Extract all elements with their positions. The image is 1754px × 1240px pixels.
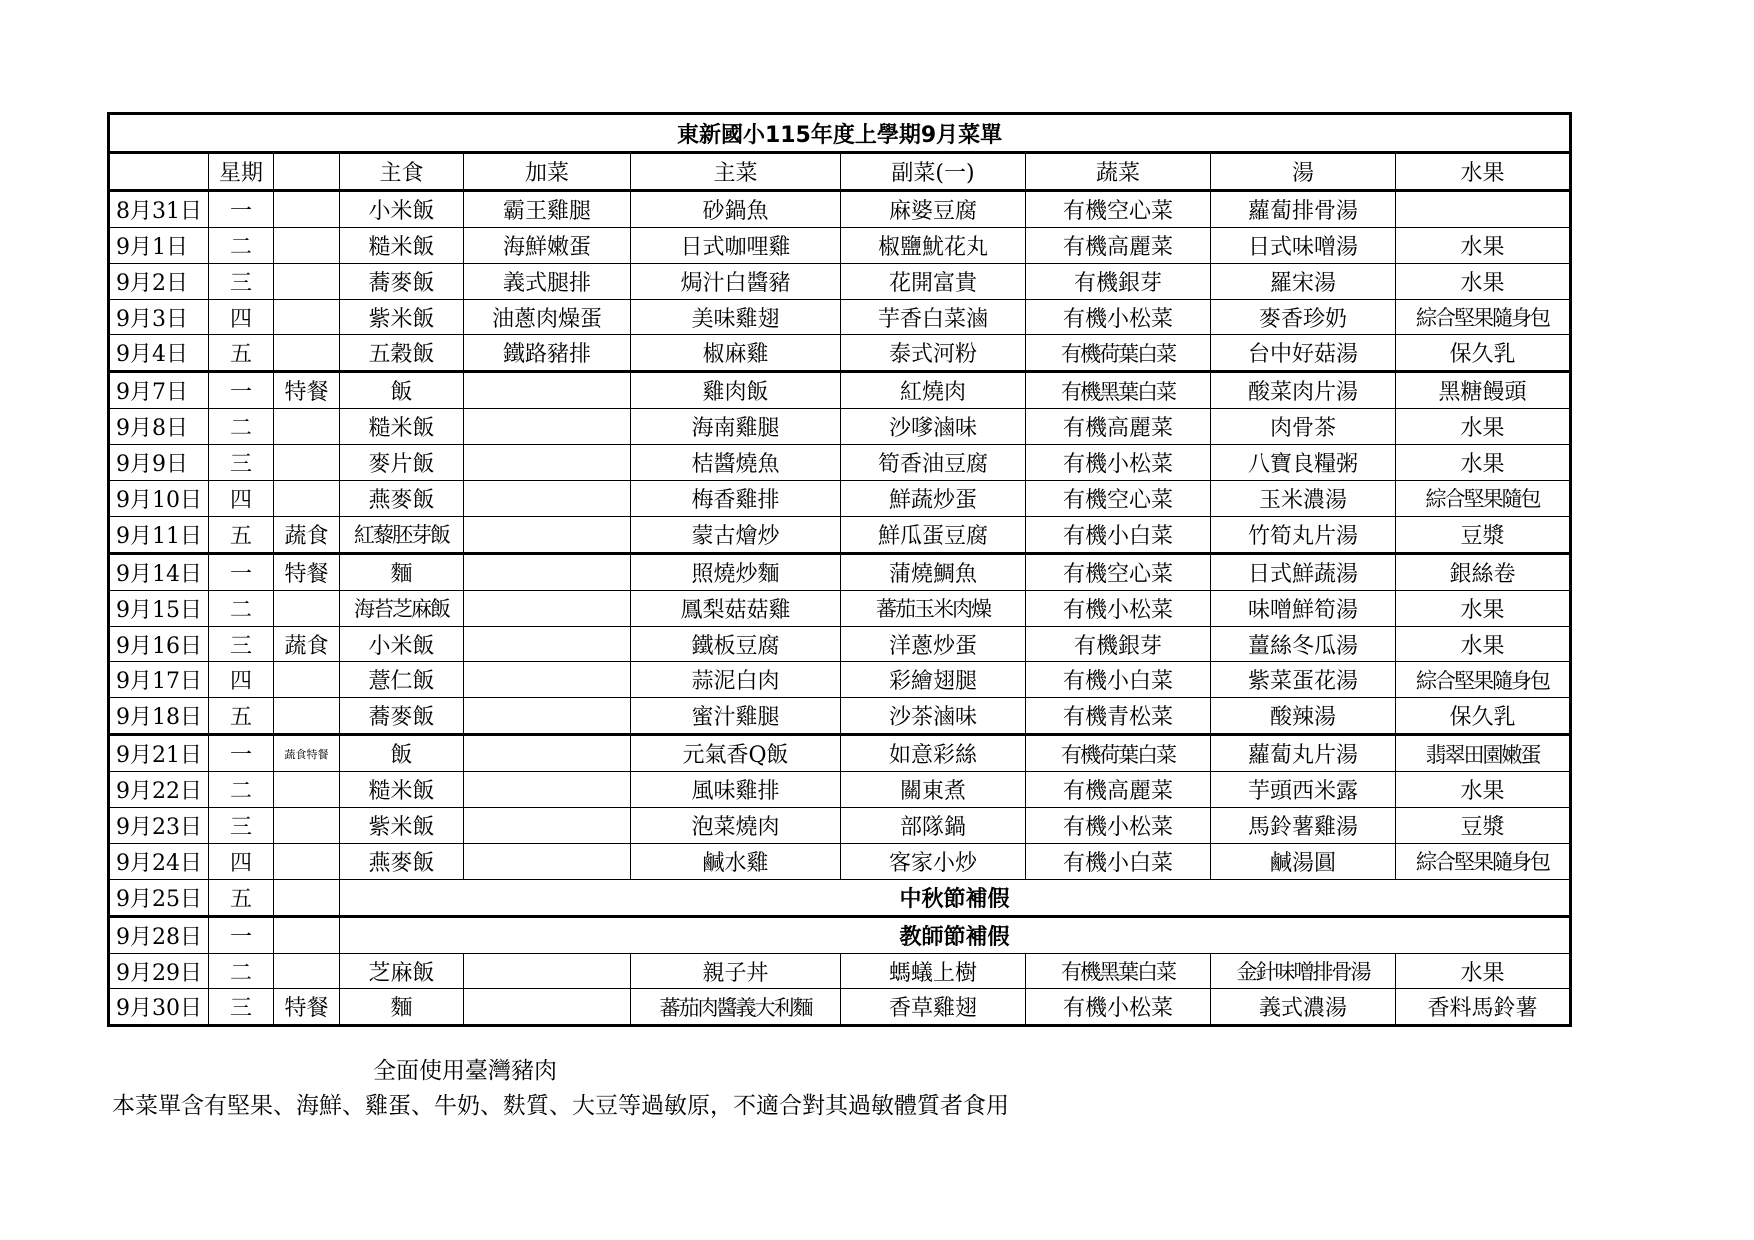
special-cell — [274, 590, 340, 626]
weekday-cell: 四 — [209, 299, 274, 335]
soup-cell: 台中好菇湯 — [1211, 335, 1396, 372]
vegetable-cell: 有機小白菜 — [1026, 843, 1211, 879]
date-cell: 9月8日 — [109, 409, 209, 445]
menu-body — [109, 190, 1571, 1025]
soup-cell: 羅宋湯 — [1211, 263, 1396, 299]
weekday-cell: 四 — [209, 481, 274, 517]
vegetable-cell: 有機青松菜 — [1026, 698, 1211, 735]
allergen-note: 本菜單含有堅果、海鮮、雞蛋、牛奶、麩質、大豆等過敏原，不適合對其過敏體質者食用 — [112, 1093, 1009, 1119]
table-row — [109, 263, 1571, 299]
side-dish-cell: 紅燒肉 — [841, 372, 1026, 409]
vegetable-cell: 有機銀芽 — [1026, 263, 1211, 299]
weekday-cell: 二 — [209, 227, 274, 263]
table-row — [109, 299, 1571, 335]
special-cell — [274, 916, 340, 953]
soup-cell: 肉骨茶 — [1211, 409, 1396, 445]
header-staple: 主食 — [340, 153, 464, 191]
staple-cell: 糙米飯 — [340, 227, 464, 263]
vegetable-cell: 有機空心菜 — [1026, 190, 1211, 227]
special-cell — [274, 263, 340, 299]
soup-cell: 紫菜蛋花湯 — [1211, 662, 1396, 698]
weekday-cell: 二 — [209, 953, 274, 989]
table-row — [109, 481, 1571, 517]
extra-dish-cell — [464, 626, 631, 662]
main-dish-cell: 海南雞腿 — [631, 409, 841, 445]
header-special — [274, 153, 340, 191]
main-dish-cell: 蒜泥白肉 — [631, 662, 841, 698]
soup-cell: 竹筍丸片湯 — [1211, 516, 1396, 553]
special-cell — [274, 481, 340, 517]
weekday-cell: 三 — [209, 808, 274, 844]
table-row — [109, 516, 1571, 553]
extra-dish-cell — [464, 553, 631, 590]
side-dish-cell: 芋香白菜滷 — [841, 299, 1026, 335]
extra-dish-cell — [464, 409, 631, 445]
header-row — [109, 153, 1571, 191]
staple-cell: 糙米飯 — [340, 409, 464, 445]
fruit-cell: 綜合堅果隨身包 — [1396, 662, 1571, 698]
side-dish-cell: 鮮蔬炒蛋 — [841, 481, 1026, 517]
special-cell: 蔬食 — [274, 626, 340, 662]
soup-cell: 麥香珍奶 — [1211, 299, 1396, 335]
weekday-cell: 二 — [209, 772, 274, 808]
vegetable-cell: 有機荷葉白菜 — [1026, 335, 1211, 372]
date-cell: 8月31日 — [109, 190, 209, 227]
main-dish-cell: 泡菜燒肉 — [631, 808, 841, 844]
table-row — [109, 879, 1571, 916]
fruit-cell: 豆漿 — [1396, 808, 1571, 844]
special-cell — [274, 879, 340, 916]
date-cell: 9月14日 — [109, 553, 209, 590]
main-dish-cell: 風味雞排 — [631, 772, 841, 808]
weekday-cell: 四 — [209, 843, 274, 879]
soup-cell: 鹹湯圓 — [1211, 843, 1396, 879]
main-dish-cell: 砂鍋魚 — [631, 190, 841, 227]
special-cell — [274, 772, 340, 808]
vegetable-cell: 有機小松菜 — [1026, 445, 1211, 481]
soup-cell: 日式味噌湯 — [1211, 227, 1396, 263]
side-dish-cell: 麻婆豆腐 — [841, 190, 1026, 227]
extra-dish-cell — [464, 662, 631, 698]
table-row — [109, 989, 1571, 1026]
vegetable-cell: 有機小松菜 — [1026, 808, 1211, 844]
fruit-cell: 綜合堅果隨包 — [1396, 481, 1571, 517]
extra-dish-cell: 霸王雞腿 — [464, 190, 631, 227]
date-cell: 9月22日 — [109, 772, 209, 808]
special-cell — [274, 445, 340, 481]
extra-dish-cell — [464, 808, 631, 844]
fruit-cell: 翡翠田園嫩蛋 — [1396, 735, 1571, 772]
fruit-cell: 保久乳 — [1396, 335, 1571, 372]
table-row — [109, 953, 1571, 989]
soup-cell: 馬鈴薯雞湯 — [1211, 808, 1396, 844]
table-row — [109, 335, 1571, 372]
weekday-cell: 二 — [209, 409, 274, 445]
fruit-cell: 香料馬鈴薯 — [1396, 989, 1571, 1026]
date-cell: 9月3日 — [109, 299, 209, 335]
weekday-cell: 五 — [209, 516, 274, 553]
extra-dish-cell: 海鮮嫩蛋 — [464, 227, 631, 263]
fruit-cell: 保久乳 — [1396, 698, 1571, 735]
main-dish-cell: 雞肉飯 — [631, 372, 841, 409]
weekday-cell: 三 — [209, 445, 274, 481]
soup-cell: 蘿蔔丸片湯 — [1211, 735, 1396, 772]
table-row — [109, 916, 1571, 953]
extra-dish-cell: 油蔥肉燥蛋 — [464, 299, 631, 335]
soup-cell: 薑絲冬瓜湯 — [1211, 626, 1396, 662]
date-cell: 9月16日 — [109, 626, 209, 662]
table-row — [109, 626, 1571, 662]
staple-cell: 海苔芝麻飯 — [340, 590, 464, 626]
fruit-cell: 水果 — [1396, 445, 1571, 481]
header-date — [109, 153, 209, 191]
special-cell — [274, 808, 340, 844]
extra-dish-cell: 義式腿排 — [464, 263, 631, 299]
side-dish-cell: 沙茶滷味 — [841, 698, 1026, 735]
weekday-cell: 一 — [209, 553, 274, 590]
weekday-cell: 五 — [209, 879, 274, 916]
main-dish-cell: 親子丼 — [631, 953, 841, 989]
special-cell — [274, 299, 340, 335]
date-cell: 9月23日 — [109, 808, 209, 844]
staple-cell: 紫米飯 — [340, 299, 464, 335]
vegetable-cell: 有機黑葉白菜 — [1026, 953, 1211, 989]
fruit-cell: 水果 — [1396, 409, 1571, 445]
staple-cell: 麵 — [340, 989, 464, 1026]
extra-dish-cell: 鐵路豬排 — [464, 335, 631, 372]
soup-cell: 蘿蔔排骨湯 — [1211, 190, 1396, 227]
extra-dish-cell — [464, 445, 631, 481]
vegetable-cell: 有機高麗菜 — [1026, 227, 1211, 263]
fruit-cell — [1396, 190, 1571, 227]
soup-cell: 酸菜肉片湯 — [1211, 372, 1396, 409]
date-cell: 9月21日 — [109, 735, 209, 772]
fruit-cell: 黑糖饅頭 — [1396, 372, 1571, 409]
date-cell: 9月28日 — [109, 916, 209, 953]
special-cell — [274, 409, 340, 445]
special-cell — [274, 698, 340, 735]
staple-cell: 小米飯 — [340, 626, 464, 662]
fruit-cell: 綜合堅果隨身包 — [1396, 843, 1571, 879]
date-cell: 9月30日 — [109, 989, 209, 1026]
extra-dish-cell — [464, 590, 631, 626]
fruit-cell: 綜合堅果隨身包 — [1396, 299, 1571, 335]
special-cell: 特餐 — [274, 553, 340, 590]
header-soup: 湯 — [1211, 153, 1396, 191]
soup-cell: 酸辣湯 — [1211, 698, 1396, 735]
fruit-cell: 水果 — [1396, 772, 1571, 808]
date-cell: 9月11日 — [109, 516, 209, 553]
soup-cell: 日式鮮蔬湯 — [1211, 553, 1396, 590]
main-dish-cell: 美味雞翅 — [631, 299, 841, 335]
staple-cell: 蕎麥飯 — [340, 263, 464, 299]
side-dish-cell: 部隊鍋 — [841, 808, 1026, 844]
staple-cell: 飯 — [340, 372, 464, 409]
special-cell: 特餐 — [274, 372, 340, 409]
header-main: 主菜 — [631, 153, 841, 191]
side-dish-cell: 香草雞翅 — [841, 989, 1026, 1026]
staple-cell: 燕麥飯 — [340, 481, 464, 517]
extra-dish-cell — [464, 698, 631, 735]
vegetable-cell: 有機黑葉白菜 — [1026, 372, 1211, 409]
holiday-note: 教師節補假 — [340, 916, 1571, 953]
weekday-cell: 一 — [209, 735, 274, 772]
weekday-cell: 三 — [209, 989, 274, 1026]
extra-dish-cell — [464, 953, 631, 989]
fruit-cell: 水果 — [1396, 227, 1571, 263]
staple-cell: 紅藜胚芽飯 — [340, 516, 464, 553]
fruit-cell: 水果 — [1396, 263, 1571, 299]
side-dish-cell: 螞蟻上樹 — [841, 953, 1026, 989]
date-cell: 9月25日 — [109, 879, 209, 916]
soup-cell: 味噌鮮筍湯 — [1211, 590, 1396, 626]
holiday-note: 中秋節補假 — [340, 879, 1571, 916]
side-dish-cell: 洋蔥炒蛋 — [841, 626, 1026, 662]
main-dish-cell: 元氣香Q飯 — [631, 735, 841, 772]
vegetable-cell: 有機小松菜 — [1026, 590, 1211, 626]
date-cell: 9月17日 — [109, 662, 209, 698]
pork-note: 全面使用臺灣豬肉 — [373, 1058, 557, 1084]
main-dish-cell: 日式咖哩雞 — [631, 227, 841, 263]
weekday-cell: 四 — [209, 662, 274, 698]
fruit-cell: 銀絲卷 — [1396, 553, 1571, 590]
table-row — [109, 772, 1571, 808]
date-cell: 9月24日 — [109, 843, 209, 879]
staple-cell: 麵 — [340, 553, 464, 590]
vegetable-cell: 有機空心菜 — [1026, 553, 1211, 590]
fruit-cell: 水果 — [1396, 626, 1571, 662]
staple-cell: 麥片飯 — [340, 445, 464, 481]
staple-cell: 五穀飯 — [340, 335, 464, 372]
vegetable-cell: 有機高麗菜 — [1026, 772, 1211, 808]
table-row — [109, 843, 1571, 879]
date-cell: 9月10日 — [109, 481, 209, 517]
staple-cell: 蕎麥飯 — [340, 698, 464, 735]
date-cell: 9月29日 — [109, 953, 209, 989]
header-vegetable: 蔬菜 — [1026, 153, 1211, 191]
extra-dish-cell — [464, 372, 631, 409]
vegetable-cell: 有機小白菜 — [1026, 662, 1211, 698]
table-row — [109, 409, 1571, 445]
menu-title: 東新國小115年度上學期9月菜單 — [109, 114, 1571, 153]
side-dish-cell: 泰式河粉 — [841, 335, 1026, 372]
side-dish-cell: 如意彩絲 — [841, 735, 1026, 772]
staple-cell: 薏仁飯 — [340, 662, 464, 698]
weekday-cell: 一 — [209, 190, 274, 227]
vegetable-cell: 有機小白菜 — [1026, 516, 1211, 553]
date-cell: 9月9日 — [109, 445, 209, 481]
vegetable-cell: 有機空心菜 — [1026, 481, 1211, 517]
soup-cell: 玉米濃湯 — [1211, 481, 1396, 517]
side-dish-cell: 蒲燒鯛魚 — [841, 553, 1026, 590]
table-row — [109, 590, 1571, 626]
main-dish-cell: 椒麻雞 — [631, 335, 841, 372]
fruit-cell: 水果 — [1396, 590, 1571, 626]
main-dish-cell: 桔醬燒魚 — [631, 445, 841, 481]
weekday-cell: 一 — [209, 372, 274, 409]
soup-cell: 金針味噌排骨湯 — [1211, 953, 1396, 989]
date-cell: 9月2日 — [109, 263, 209, 299]
special-cell: 特餐 — [274, 989, 340, 1026]
staple-cell: 飯 — [340, 735, 464, 772]
main-dish-cell: 照燒炒麵 — [631, 553, 841, 590]
main-dish-cell: 梅香雞排 — [631, 481, 841, 517]
table-row — [109, 445, 1571, 481]
special-cell: 蔬食特餐 — [274, 735, 340, 772]
special-cell — [274, 227, 340, 263]
weekday-cell: 三 — [209, 626, 274, 662]
side-dish-cell: 椒鹽魷花丸 — [841, 227, 1026, 263]
weekday-cell: 五 — [209, 335, 274, 372]
side-dish-cell: 彩繪翅腿 — [841, 662, 1026, 698]
header-side: 副菜(一) — [841, 153, 1026, 191]
soup-cell: 八寶良糧粥 — [1211, 445, 1396, 481]
side-dish-cell: 筍香油豆腐 — [841, 445, 1026, 481]
weekday-cell: 三 — [209, 263, 274, 299]
side-dish-cell: 客家小炒 — [841, 843, 1026, 879]
vegetable-cell: 有機小松菜 — [1026, 989, 1211, 1026]
staple-cell: 紫米飯 — [340, 808, 464, 844]
extra-dish-cell — [464, 735, 631, 772]
side-dish-cell: 蕃茄玉米肉燥 — [841, 590, 1026, 626]
extra-dish-cell — [464, 989, 631, 1026]
special-cell — [274, 335, 340, 372]
main-dish-cell: 蒙古燴炒 — [631, 516, 841, 553]
fruit-cell: 豆漿 — [1396, 516, 1571, 553]
weekday-cell: 五 — [209, 698, 274, 735]
weekday-cell: 二 — [209, 590, 274, 626]
side-dish-cell: 鮮瓜蛋豆腐 — [841, 516, 1026, 553]
side-dish-cell: 花開富貴 — [841, 263, 1026, 299]
extra-dish-cell — [464, 843, 631, 879]
header-weekday: 星期 — [209, 153, 274, 191]
special-cell — [274, 190, 340, 227]
table-row — [109, 735, 1571, 772]
staple-cell: 糙米飯 — [340, 772, 464, 808]
vegetable-cell: 有機荷葉白菜 — [1026, 735, 1211, 772]
main-dish-cell: 焗汁白醬豬 — [631, 263, 841, 299]
header-fruit: 水果 — [1396, 153, 1571, 191]
table-row — [109, 808, 1571, 844]
soup-cell: 芋頭西米露 — [1211, 772, 1396, 808]
staple-cell: 小米飯 — [340, 190, 464, 227]
special-cell — [274, 953, 340, 989]
table-row — [109, 698, 1571, 735]
date-cell: 9月4日 — [109, 335, 209, 372]
table-row — [109, 190, 1571, 227]
main-dish-cell: 鹹水雞 — [631, 843, 841, 879]
table-row — [109, 372, 1571, 409]
special-cell: 蔬食 — [274, 516, 340, 553]
table-row — [109, 662, 1571, 698]
date-cell: 9月7日 — [109, 372, 209, 409]
vegetable-cell: 有機高麗菜 — [1026, 409, 1211, 445]
date-cell: 9月18日 — [109, 698, 209, 735]
weekday-cell: 一 — [209, 916, 274, 953]
fruit-cell: 水果 — [1396, 953, 1571, 989]
table-row — [109, 553, 1571, 590]
main-dish-cell: 鳳梨菇菇雞 — [631, 590, 841, 626]
staple-cell: 芝麻飯 — [340, 953, 464, 989]
date-cell: 9月1日 — [109, 227, 209, 263]
menu-table — [107, 112, 1572, 1027]
side-dish-cell: 沙嗲滷味 — [841, 409, 1026, 445]
vegetable-cell: 有機小松菜 — [1026, 299, 1211, 335]
special-cell — [274, 843, 340, 879]
extra-dish-cell — [464, 516, 631, 553]
main-dish-cell: 蕃茄肉醬義大利麵 — [631, 989, 841, 1026]
date-cell: 9月15日 — [109, 590, 209, 626]
vegetable-cell: 有機銀芽 — [1026, 626, 1211, 662]
main-dish-cell: 蜜汁雞腿 — [631, 698, 841, 735]
staple-cell: 燕麥飯 — [340, 843, 464, 879]
main-dish-cell: 鐵板豆腐 — [631, 626, 841, 662]
extra-dish-cell — [464, 481, 631, 517]
side-dish-cell: 關東煮 — [841, 772, 1026, 808]
special-cell — [274, 662, 340, 698]
extra-dish-cell — [464, 772, 631, 808]
soup-cell: 義式濃湯 — [1211, 989, 1396, 1026]
table-row — [109, 227, 1571, 263]
header-extra: 加菜 — [464, 153, 631, 191]
